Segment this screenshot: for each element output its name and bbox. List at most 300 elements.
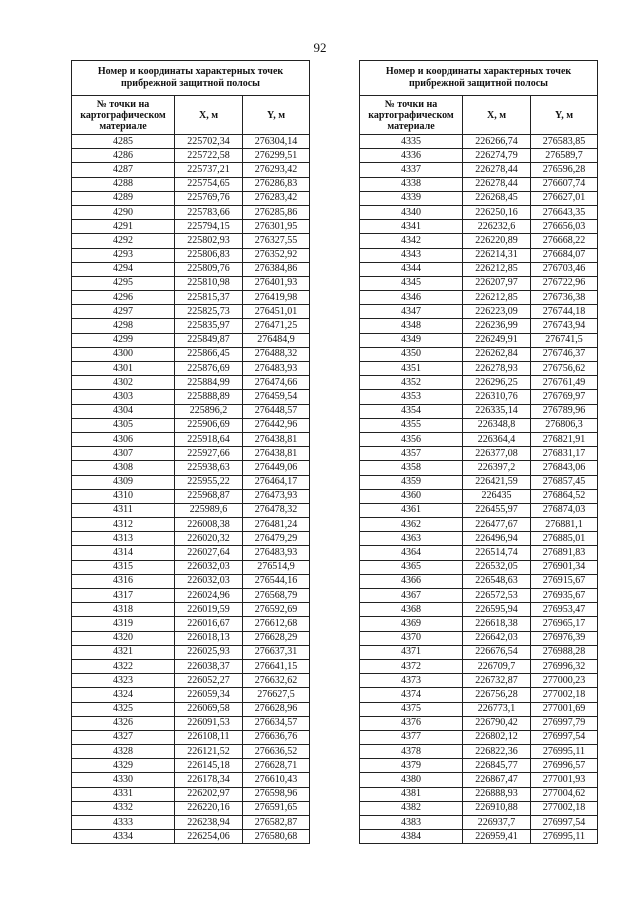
point-number-cell: 4334 [72,830,175,844]
table-row [360,546,598,560]
x-coordinate-cell: 226310,76 [463,390,531,404]
table-row [360,376,598,390]
y-coordinate-cell: 276451,01 [243,305,310,319]
table-row [360,617,598,631]
x-coordinate-cell: 225825,73 [175,305,243,319]
table-row [360,291,598,305]
point-number-cell: 4301 [72,362,175,376]
y-coordinate-cell: 276997,79 [531,716,598,730]
point-number-cell: 4292 [72,234,175,248]
point-number-cell: 4316 [72,574,175,588]
y-coordinate-cell: 276643,35 [531,205,598,219]
point-number-cell: 4350 [360,347,463,361]
point-number-cell: 4356 [360,432,463,446]
point-number-cell: 4353 [360,390,463,404]
x-coordinate-cell: 226397,2 [463,461,531,475]
table-row [72,773,310,787]
y-coordinate-cell: 276995,11 [531,830,598,844]
point-number-cell: 4298 [72,319,175,333]
y-coordinate-cell: 276285,86 [243,205,310,219]
x-coordinate-cell: 226676,54 [463,645,531,659]
x-coordinate-cell: 226888,93 [463,787,531,801]
x-coordinate-cell: 226020,32 [175,532,243,546]
y-coordinate-cell: 276976,39 [531,631,598,645]
y-coordinate-cell: 276481,24 [243,518,310,532]
point-number-cell: 4323 [72,674,175,688]
y-coordinate-cell: 276756,62 [531,362,598,376]
y-coordinate-cell: 276580,68 [243,830,310,844]
x-coordinate-cell: 225835,97 [175,319,243,333]
table-row [360,234,598,248]
y-coordinate-cell: 276438,81 [243,432,310,446]
point-number-cell: 4369 [360,617,463,631]
y-coordinate-cell: 277002,18 [531,688,598,702]
y-coordinate-cell: 276473,93 [243,489,310,503]
point-number-cell: 4337 [360,163,463,177]
table-row [360,191,598,205]
table-row [72,830,310,844]
y-coordinate-cell: 276478,32 [243,503,310,517]
y-coordinate-cell: 276448,57 [243,404,310,418]
point-number-cell: 4335 [360,135,463,149]
table-row [360,390,598,404]
x-coordinate-cell: 226514,74 [463,546,531,560]
table-row [360,759,598,773]
point-number-cell: 4308 [72,461,175,475]
table-row [360,503,598,517]
point-number-cell: 4297 [72,305,175,319]
point-number-cell: 4331 [72,787,175,801]
y-coordinate-cell: 276352,92 [243,248,310,262]
coordinates-table-right [359,60,598,844]
y-coordinate-cell: 276293,42 [243,163,310,177]
y-coordinate-cell: 276449,06 [243,461,310,475]
y-coordinate-cell: 276857,45 [531,475,598,489]
y-coordinate-cell: 276627,5 [243,688,310,702]
table-row [360,518,598,532]
y-coordinate-cell: 276583,85 [531,135,598,149]
y-coordinate-cell: 276741,5 [531,333,598,347]
table-row [72,347,310,361]
x-coordinate-cell: 225754,65 [175,177,243,191]
point-number-cell: 4293 [72,248,175,262]
y-coordinate-cell: 276965,17 [531,617,598,631]
table-row [72,674,310,688]
x-coordinate-cell: 225802,93 [175,234,243,248]
point-number-cell: 4333 [72,816,175,830]
point-number-cell: 4317 [72,589,175,603]
table-row [72,418,310,432]
point-number-cell: 4285 [72,135,175,149]
point-number-cell: 4358 [360,461,463,475]
x-coordinate-cell: 225737,21 [175,163,243,177]
point-number-cell: 4348 [360,319,463,333]
y-coordinate-cell: 277000,23 [531,674,598,688]
table-row [360,220,598,234]
point-number-cell: 4381 [360,787,463,801]
table-row [360,603,598,617]
table-row [72,432,310,446]
table-row [72,177,310,191]
x-coordinate-cell: 225927,66 [175,447,243,461]
x-coordinate-cell: 226572,53 [463,589,531,603]
x-coordinate-cell: 226220,89 [463,234,531,248]
table-row [72,532,310,546]
y-coordinate-cell: 276488,32 [243,347,310,361]
point-number-cell: 4383 [360,816,463,830]
table-row [360,163,598,177]
y-coordinate-cell: 276568,79 [243,589,310,603]
x-coordinate-cell: 226756,28 [463,688,531,702]
x-coordinate-cell: 226268,45 [463,191,531,205]
table-row [360,589,598,603]
point-number-cell: 4344 [360,262,463,276]
x-coordinate-cell: 226052,27 [175,674,243,688]
y-coordinate-cell: 276544,16 [243,574,310,588]
y-coordinate-cell: 276628,29 [243,631,310,645]
x-coordinate-cell: 226214,31 [463,248,531,262]
table-row [72,362,310,376]
table-row [360,631,598,645]
x-coordinate-cell: 225896,2 [175,404,243,418]
x-coordinate-cell: 225809,76 [175,262,243,276]
point-number-cell: 4294 [72,262,175,276]
x-coordinate-cell: 225849,87 [175,333,243,347]
point-number-cell: 4288 [72,177,175,191]
table-row [360,801,598,815]
point-number-cell: 4291 [72,220,175,234]
x-coordinate-cell: 226262,84 [463,347,531,361]
point-number-cell: 4366 [360,574,463,588]
x-coordinate-cell: 225876,69 [175,362,243,376]
table-row [72,745,310,759]
x-coordinate-cell: 225769,76 [175,191,243,205]
point-number-cell: 4324 [72,688,175,702]
y-coordinate-cell: 277001,93 [531,773,598,787]
y-coordinate-cell: 276628,96 [243,702,310,716]
y-coordinate-cell: 276627,01 [531,191,598,205]
point-number-cell: 4289 [72,191,175,205]
table-row [360,688,598,702]
x-coordinate-cell: 226937,7 [463,816,531,830]
column-header-y: Y, м [243,96,310,135]
table-body [360,135,598,844]
y-coordinate-cell: 276997,54 [531,816,598,830]
group-header: Номер и координаты характерных точек прибрежной защитной полосы [72,61,310,96]
x-coordinate-cell: 225955,22 [175,475,243,489]
x-coordinate-cell: 226278,93 [463,362,531,376]
point-number-cell: 4364 [360,546,463,560]
point-number-cell: 4373 [360,674,463,688]
table-row [360,475,598,489]
x-coordinate-cell: 226027,64 [175,546,243,560]
y-coordinate-cell: 276607,74 [531,177,598,191]
table-row [72,489,310,503]
y-coordinate-cell: 276743,94 [531,319,598,333]
x-coordinate-cell: 226249,91 [463,333,531,347]
point-number-cell: 4330 [72,773,175,787]
point-number-cell: 4351 [360,362,463,376]
x-coordinate-cell: 226220,16 [175,801,243,815]
y-coordinate-cell: 276628,71 [243,759,310,773]
table-row [360,404,598,418]
point-number-cell: 4302 [72,376,175,390]
point-number-cell: 4377 [360,730,463,744]
y-coordinate-cell: 276299,51 [243,149,310,163]
table-row [72,461,310,475]
y-coordinate-cell: 276656,03 [531,220,598,234]
y-coordinate-cell: 276891,83 [531,546,598,560]
x-coordinate-cell: 226959,41 [463,830,531,844]
table-row [72,333,310,347]
table-row [72,135,310,149]
y-coordinate-cell: 276935,67 [531,589,598,603]
x-coordinate-cell: 225794,15 [175,220,243,234]
table-row [360,135,598,149]
table-row [72,447,310,461]
y-coordinate-cell: 276744,18 [531,305,598,319]
point-number-cell: 4382 [360,801,463,815]
y-coordinate-cell: 276996,57 [531,759,598,773]
y-coordinate-cell: 276769,97 [531,390,598,404]
table-row [360,659,598,673]
x-coordinate-cell: 226019,59 [175,603,243,617]
y-coordinate-cell: 276442,96 [243,418,310,432]
x-coordinate-cell: 226910,88 [463,801,531,815]
point-number-cell: 4314 [72,546,175,560]
table-row [360,276,598,290]
x-coordinate-cell: 226377,08 [463,447,531,461]
table-row [72,404,310,418]
y-coordinate-cell: 276612,68 [243,617,310,631]
table-row [72,617,310,631]
page-number: 92 [313,40,327,55]
y-coordinate-cell: 276641,15 [243,659,310,673]
point-number-cell: 4342 [360,234,463,248]
table-row [72,702,310,716]
point-number-cell: 4340 [360,205,463,219]
coordinates-table-left [71,60,310,844]
y-coordinate-cell: 276596,28 [531,163,598,177]
table-row [360,645,598,659]
y-coordinate-cell: 276703,46 [531,262,598,276]
point-number-cell: 4370 [360,631,463,645]
y-coordinate-cell: 276684,07 [531,248,598,262]
column-header-x: X, м [175,96,243,135]
point-number-cell: 4338 [360,177,463,191]
point-number-cell: 4313 [72,532,175,546]
x-coordinate-cell: 226822,36 [463,745,531,759]
point-number-cell: 4374 [360,688,463,702]
table-row [72,390,310,404]
x-coordinate-cell: 226266,74 [463,135,531,149]
y-coordinate-cell: 276419,98 [243,291,310,305]
table-row [360,333,598,347]
y-coordinate-cell: 276881,1 [531,518,598,532]
y-coordinate-cell: 276589,7 [531,149,598,163]
point-number-cell: 4309 [72,475,175,489]
table-row [72,191,310,205]
table-row [360,730,598,744]
table-row [360,248,598,262]
y-coordinate-cell: 276632,62 [243,674,310,688]
point-number-cell: 4312 [72,518,175,532]
x-coordinate-cell: 226145,18 [175,759,243,773]
x-coordinate-cell: 226642,03 [463,631,531,645]
table-row [72,305,310,319]
x-coordinate-cell: 225783,66 [175,205,243,219]
table-row [72,801,310,815]
point-number-cell: 4287 [72,163,175,177]
x-coordinate-cell: 225806,83 [175,248,243,262]
x-coordinate-cell: 226278,44 [463,163,531,177]
y-coordinate-cell: 276746,37 [531,347,598,361]
x-coordinate-cell: 226212,85 [463,291,531,305]
y-coordinate-cell: 276459,54 [243,390,310,404]
x-coordinate-cell: 226618,38 [463,617,531,631]
point-number-cell: 4332 [72,801,175,815]
x-coordinate-cell: 225810,98 [175,276,243,290]
point-number-cell: 4326 [72,716,175,730]
table-row [72,220,310,234]
point-number-cell: 4311 [72,503,175,517]
x-coordinate-cell: 226232,6 [463,220,531,234]
x-coordinate-cell: 226709,7 [463,659,531,673]
x-coordinate-cell: 226421,59 [463,475,531,489]
y-coordinate-cell: 276736,38 [531,291,598,305]
point-number-cell: 4310 [72,489,175,503]
table-row [72,816,310,830]
x-coordinate-cell: 226238,94 [175,816,243,830]
table-row [72,376,310,390]
x-coordinate-cell: 225866,45 [175,347,243,361]
y-coordinate-cell: 276997,54 [531,730,598,744]
table-row [72,560,310,574]
point-number-cell: 4380 [360,773,463,787]
column-header-point: № точки на картографическом материале [72,96,175,135]
point-number-cell: 4303 [72,390,175,404]
x-coordinate-cell: 226178,34 [175,773,243,787]
y-coordinate-cell: 276988,28 [531,645,598,659]
point-number-cell: 4320 [72,631,175,645]
y-coordinate-cell: 276286,83 [243,177,310,191]
point-number-cell: 4336 [360,149,463,163]
x-coordinate-cell: 226845,77 [463,759,531,773]
x-coordinate-cell: 225815,37 [175,291,243,305]
table-row [360,816,598,830]
y-coordinate-cell: 276582,87 [243,816,310,830]
x-coordinate-cell: 226236,99 [463,319,531,333]
y-coordinate-cell: 276953,47 [531,603,598,617]
y-coordinate-cell: 276637,31 [243,645,310,659]
column-header-x: X, м [463,96,531,135]
table-row [72,518,310,532]
y-coordinate-cell: 276384,86 [243,262,310,276]
x-coordinate-cell: 226016,67 [175,617,243,631]
y-coordinate-cell: 276636,52 [243,745,310,759]
point-number-cell: 4365 [360,560,463,574]
point-number-cell: 4341 [360,220,463,234]
point-number-cell: 4360 [360,489,463,503]
point-number-cell: 4384 [360,830,463,844]
y-coordinate-cell: 276484,9 [243,333,310,347]
table-row [360,205,598,219]
point-number-cell: 4307 [72,447,175,461]
point-number-cell: 4347 [360,305,463,319]
x-coordinate-cell: 225702,34 [175,135,243,149]
y-coordinate-cell: 276592,69 [243,603,310,617]
y-coordinate-cell: 276874,03 [531,503,598,517]
y-coordinate-cell: 276821,91 [531,432,598,446]
x-coordinate-cell: 226802,12 [463,730,531,744]
point-number-cell: 4318 [72,603,175,617]
table-row [360,362,598,376]
table-row [360,787,598,801]
table-row [72,262,310,276]
x-coordinate-cell: 226108,11 [175,730,243,744]
point-number-cell: 4315 [72,560,175,574]
y-coordinate-cell: 276996,32 [531,659,598,673]
table-row [360,773,598,787]
table-row [360,716,598,730]
point-number-cell: 4359 [360,475,463,489]
y-coordinate-cell: 276474,66 [243,376,310,390]
table-row [72,205,310,219]
point-number-cell: 4357 [360,447,463,461]
x-coordinate-cell: 226025,93 [175,645,243,659]
y-coordinate-cell: 276901,34 [531,560,598,574]
x-coordinate-cell: 226548,63 [463,574,531,588]
point-number-cell: 4355 [360,418,463,432]
table-row [72,234,310,248]
y-coordinate-cell: 276471,25 [243,319,310,333]
x-coordinate-cell: 225918,64 [175,432,243,446]
point-number-cell: 4352 [360,376,463,390]
point-number-cell: 4367 [360,589,463,603]
x-coordinate-cell: 226018,13 [175,631,243,645]
column-header-y: Y, м [531,96,598,135]
x-coordinate-cell: 226773,1 [463,702,531,716]
point-number-cell: 4321 [72,645,175,659]
y-coordinate-cell: 276610,43 [243,773,310,787]
y-coordinate-cell: 276598,96 [243,787,310,801]
point-number-cell: 4295 [72,276,175,290]
x-coordinate-cell: 226732,87 [463,674,531,688]
table-row [72,631,310,645]
x-coordinate-cell: 226477,67 [463,518,531,532]
y-coordinate-cell: 276995,11 [531,745,598,759]
x-coordinate-cell: 226008,38 [175,518,243,532]
x-coordinate-cell: 226121,52 [175,745,243,759]
x-coordinate-cell: 226790,42 [463,716,531,730]
point-number-cell: 4375 [360,702,463,716]
y-coordinate-cell: 277002,18 [531,801,598,815]
table-row [72,589,310,603]
point-number-cell: 4346 [360,291,463,305]
y-coordinate-cell: 277004,62 [531,787,598,801]
point-number-cell: 4325 [72,702,175,716]
point-number-cell: 4305 [72,418,175,432]
table-row [72,149,310,163]
point-number-cell: 4376 [360,716,463,730]
y-coordinate-cell: 276304,14 [243,135,310,149]
x-coordinate-cell: 226223,09 [463,305,531,319]
x-coordinate-cell: 226274,79 [463,149,531,163]
y-coordinate-cell: 276591,65 [243,801,310,815]
point-number-cell: 4363 [360,532,463,546]
y-coordinate-cell: 276636,76 [243,730,310,744]
table-row [72,730,310,744]
